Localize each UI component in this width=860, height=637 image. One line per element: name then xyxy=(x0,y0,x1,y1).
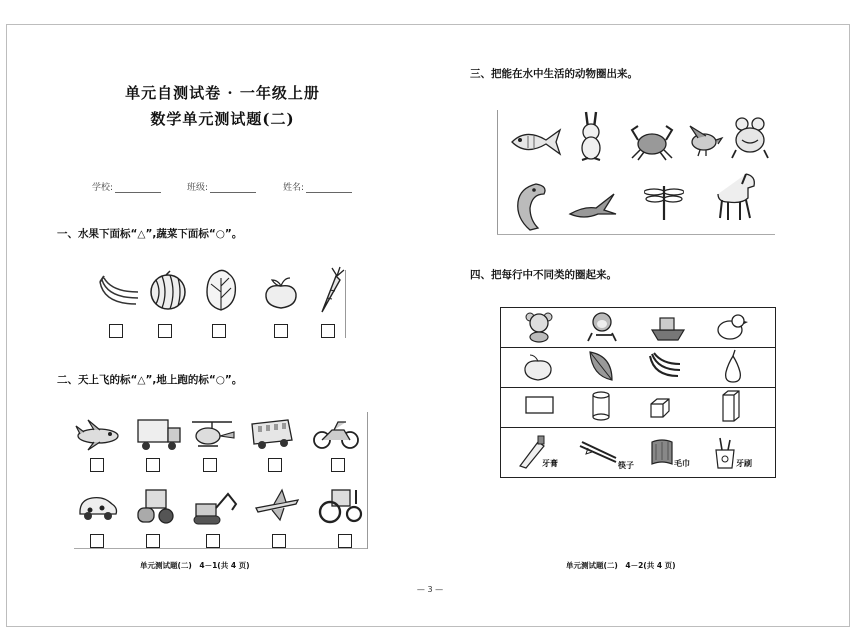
question-4: 四、把每行中不同类的圈起来。 xyxy=(470,269,617,281)
helicopter-icon xyxy=(188,416,236,452)
leaf-icon xyxy=(586,348,616,384)
school-label: 学校: xyxy=(92,183,114,193)
swallow-icon xyxy=(566,190,618,222)
bus-icon xyxy=(248,416,296,452)
divider xyxy=(497,110,498,235)
jet-icon xyxy=(252,486,302,522)
dolphin-icon xyxy=(508,180,552,234)
class-blank[interactable] xyxy=(210,183,256,193)
question-3: 三、把能在水中生活的动物圈出来。 xyxy=(470,68,638,80)
page-number: — 3 — xyxy=(416,585,444,594)
cuboid-icon xyxy=(720,389,742,423)
answer-box[interactable] xyxy=(274,324,288,338)
carrot-icon xyxy=(316,266,346,314)
answer-box[interactable] xyxy=(338,534,352,548)
answer-box[interactable] xyxy=(158,324,172,338)
cylinder-icon xyxy=(590,390,612,422)
class-label: 班级: xyxy=(187,183,209,193)
dragonfly-icon xyxy=(644,180,684,222)
watermelon-icon xyxy=(148,270,188,312)
answer-box[interactable] xyxy=(268,458,282,472)
pear-icon xyxy=(720,348,746,384)
motorcycle-icon xyxy=(312,418,360,452)
toothbrush-cup-icon xyxy=(712,436,738,470)
footer-right: 单元测试题(二) 4－2(共 4 页) xyxy=(566,561,676,570)
teddy-bear-icon xyxy=(522,311,556,343)
answer-box[interactable] xyxy=(90,534,104,548)
divider xyxy=(497,234,775,235)
crab-icon xyxy=(628,120,676,162)
toy-boat-icon xyxy=(650,312,686,342)
divider xyxy=(74,548,367,549)
answer-box[interactable] xyxy=(321,324,335,338)
school-blank[interactable] xyxy=(115,183,161,193)
banana-icon xyxy=(646,350,682,384)
peach-icon xyxy=(262,276,300,310)
name-field[interactable] xyxy=(283,180,352,193)
rectangle-icon xyxy=(524,394,556,416)
banana-icon xyxy=(96,272,142,312)
exam-title: 单元自测试卷 · 一年级上册 xyxy=(125,84,320,102)
rabbit-icon xyxy=(574,110,608,164)
answer-box[interactable] xyxy=(146,458,160,472)
exam-subtitle: 数学单元测试题(二) xyxy=(150,110,295,128)
car-icon xyxy=(76,490,120,524)
school-field[interactable] xyxy=(92,180,161,193)
name-label: 姓名: xyxy=(283,183,305,193)
chick-icon xyxy=(712,312,748,342)
monkey-toy-icon xyxy=(584,311,620,343)
fish-icon xyxy=(506,124,564,160)
roller-icon xyxy=(134,486,178,526)
peach-icon xyxy=(522,352,554,382)
cube-icon xyxy=(648,396,672,420)
towel-icon xyxy=(648,436,676,468)
footer-left: 单元测试题(二) 4－1(共 4 页) xyxy=(140,561,250,570)
divider xyxy=(367,412,368,549)
tractor-icon xyxy=(316,484,364,524)
answer-box[interactable] xyxy=(203,458,217,472)
answer-box[interactable] xyxy=(272,534,286,548)
answer-box[interactable] xyxy=(90,458,104,472)
class-field[interactable] xyxy=(187,180,256,193)
answer-box[interactable] xyxy=(109,324,123,338)
towel-label: 毛巾 xyxy=(674,459,690,468)
question-2: 二、天上飞的标“△”,地上跑的标“○”。 xyxy=(57,374,243,386)
answer-box[interactable] xyxy=(206,534,220,548)
answer-box[interactable] xyxy=(331,458,345,472)
cabbage-icon xyxy=(203,266,239,312)
horse-icon xyxy=(712,170,760,222)
chopsticks-icon xyxy=(578,438,618,468)
excavator-icon xyxy=(190,486,240,526)
bird-icon xyxy=(684,122,724,158)
airplane-icon xyxy=(74,416,122,452)
toothpaste-label: 牙膏 xyxy=(542,459,558,468)
chopsticks-label: 筷子 xyxy=(618,461,634,470)
toothbrush-label: 牙刷 xyxy=(736,459,752,468)
name-blank[interactable] xyxy=(306,183,352,193)
truck-icon xyxy=(134,414,184,454)
answer-box[interactable] xyxy=(212,324,226,338)
frog-icon xyxy=(730,114,770,160)
question-1: 一、水果下面标“△”,蔬菜下面标“○”。 xyxy=(57,228,243,240)
answer-box[interactable] xyxy=(146,534,160,548)
